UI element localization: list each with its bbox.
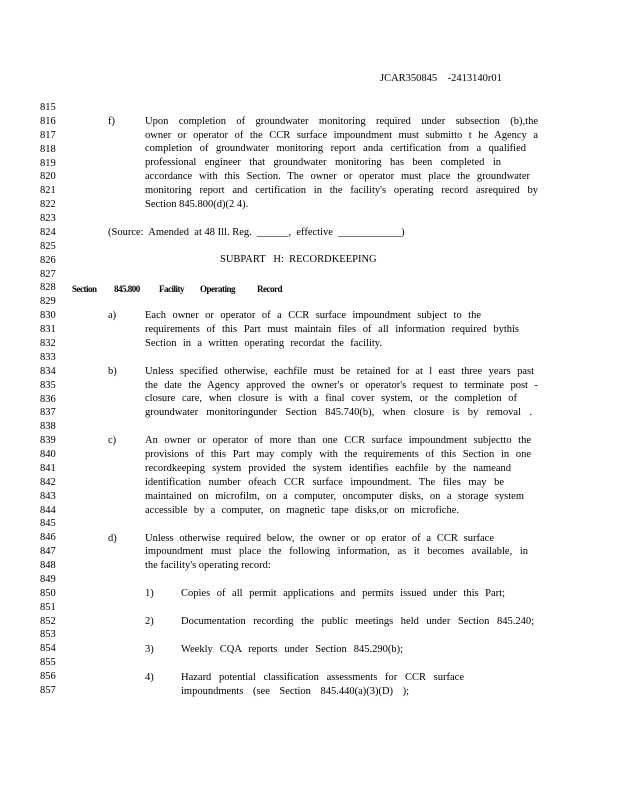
para-b-line: groundwater monitoringunder Section 845.740(b), when closure is by removal . bbox=[145, 407, 532, 418]
line-number: 845 bbox=[40, 518, 56, 530]
line-number: 857 bbox=[40, 685, 56, 696]
line-number: 848 bbox=[40, 560, 56, 571]
line-number: 842 bbox=[40, 476, 56, 488]
line-number: 826 bbox=[40, 254, 56, 266]
item-1-label: 1) bbox=[145, 588, 154, 599]
line-number: 831 bbox=[40, 324, 56, 336]
line-number: 832 bbox=[40, 338, 56, 349]
para-f-line: Section 845.800(d)(2 4). bbox=[145, 199, 249, 210]
para-c-line: recordkeeping system provided the system identifies eachfile by the nameand bbox=[145, 463, 511, 474]
line-number: 843 bbox=[40, 490, 56, 502]
section-title-word: Operating bbox=[200, 284, 235, 294]
para-a-line: Each owner or operator of a CCR surface impoundment subject to the bbox=[145, 310, 481, 321]
item-1-text: Copies of all permit applications and permits issued under this Part; bbox=[181, 588, 505, 599]
para-b-line: the date the Agency approved the owner's or operator's request to terminate post - bbox=[145, 380, 538, 391]
para-f-line: professional engineer that groundwater monitoring has been completed in bbox=[145, 157, 501, 168]
para-c-label: c) bbox=[108, 435, 117, 446]
item-4-text: Hazard potential classification assessments for CCR surface bbox=[181, 672, 464, 683]
para-c-line: maintained on microfilm, on a computer, oncomputer disks, on a storage system bbox=[145, 491, 524, 502]
para-f-line: monitoring report and certification in the facility's operating record asrequired by bbox=[145, 185, 538, 196]
para-a-line: Section in a written operating recordat the facility. bbox=[145, 338, 382, 349]
line-number: 856 bbox=[40, 671, 56, 683]
subpart-heading: SUBPART H: RECORDKEEPING bbox=[220, 254, 377, 265]
line-number: 854 bbox=[40, 643, 56, 655]
line-number: 838 bbox=[40, 421, 56, 433]
source-note: (Source: Amended at 48 Ill. Reg. ______, effective ____________) bbox=[108, 227, 405, 238]
para-d-line: impoundment must place the following information, as it becomes available, in bbox=[145, 546, 528, 557]
line-number: 819 bbox=[40, 157, 56, 169]
para-d-label: d) bbox=[108, 533, 117, 544]
line-number: 849 bbox=[40, 573, 56, 585]
line-number: 820 bbox=[40, 171, 56, 183]
section-word: Section bbox=[72, 284, 97, 294]
line-number: 823 bbox=[40, 213, 56, 224]
line-number: 815 bbox=[40, 102, 56, 113]
item-4-label: 4) bbox=[145, 672, 154, 683]
line-number: 839 bbox=[40, 435, 56, 447]
line-number: 822 bbox=[40, 199, 56, 211]
section-title-word: Facility bbox=[159, 284, 184, 294]
para-c-line: accessible by a computer, on magnetic tape disks,or on microfiche. bbox=[145, 505, 459, 516]
line-number: 833 bbox=[40, 351, 56, 363]
item-2-text: Documentation recording the public meetings held under Section 845.240; bbox=[181, 616, 534, 627]
para-b-line: Unless specified otherwise, eachfile must be retained for at l east three years past bbox=[145, 366, 534, 377]
line-number: 835 bbox=[40, 379, 56, 391]
line-number: 825 bbox=[40, 240, 56, 252]
document-id: JCAR350845 -2413140r01 bbox=[380, 73, 502, 84]
line-number: 841 bbox=[40, 462, 56, 474]
line-number: 844 bbox=[40, 504, 56, 516]
para-b-label: b) bbox=[108, 366, 117, 377]
item-4-text: impoundments (see Section 845.440(a)(3)(D) ); bbox=[181, 686, 409, 697]
item-2-label: 2) bbox=[145, 616, 154, 627]
line-number: 830 bbox=[40, 310, 56, 322]
line-number: 836 bbox=[40, 393, 56, 405]
line-number: 853 bbox=[40, 629, 56, 641]
para-a-label: a) bbox=[108, 310, 117, 321]
para-a-line: requirements of this Part must maintain files of all information required bythis bbox=[145, 324, 519, 335]
line-number: 824 bbox=[40, 226, 56, 238]
line-number: 827 bbox=[40, 268, 56, 280]
section-number: 845.800 bbox=[114, 284, 140, 294]
item-3-label: 3) bbox=[145, 644, 154, 655]
line-number: 818 bbox=[40, 143, 56, 155]
para-f-line: completion of groundwater monitoring report anda certification from a qualified bbox=[145, 143, 526, 154]
para-d-line: the facility's operating record: bbox=[145, 560, 271, 571]
line-number: 840 bbox=[40, 449, 56, 460]
line-number: 855 bbox=[40, 657, 56, 669]
section-title-word: Record bbox=[257, 284, 282, 294]
para-c-line: provisions of this Part may comply with the requirements of this Section in one bbox=[145, 449, 531, 460]
line-number: 817 bbox=[40, 129, 56, 141]
line-number: 829 bbox=[40, 296, 56, 308]
line-number: 834 bbox=[40, 365, 56, 377]
para-f-label: f) bbox=[108, 116, 115, 127]
item-3-text: Weekly CQA reports under Section 845.290(b); bbox=[181, 644, 403, 655]
line-number: 850 bbox=[40, 587, 56, 599]
line-number: 828 bbox=[40, 282, 56, 294]
para-f-line: accordance with this Section. The owner or operator must place the groundwater bbox=[145, 171, 530, 182]
line-number: 837 bbox=[40, 407, 56, 419]
para-c-line: An owner or operator of more than one CCR surface impoundment subjectto the bbox=[145, 435, 531, 446]
para-f-line: Upon completion of groundwater monitoring required under subsection (b),the bbox=[145, 116, 538, 127]
line-number: 821 bbox=[40, 185, 56, 197]
line-number: 851 bbox=[40, 601, 56, 613]
line-number: 847 bbox=[40, 546, 56, 558]
para-b-line: closure care, when closure is with a final cover system, or the completion of bbox=[145, 393, 517, 404]
para-c-line: identification number ofeach CCR surface impoundment. The files may be bbox=[145, 477, 504, 488]
para-d-line: Unless otherwise required below, the owner or op erator of a CCR surface bbox=[145, 533, 494, 544]
para-f-line: owner or operator of the CCR surface impoundment must submitto t he Agency a bbox=[145, 130, 538, 141]
line-number: 846 bbox=[40, 532, 56, 544]
line-number: 852 bbox=[40, 615, 56, 627]
line-number: 816 bbox=[40, 115, 56, 127]
